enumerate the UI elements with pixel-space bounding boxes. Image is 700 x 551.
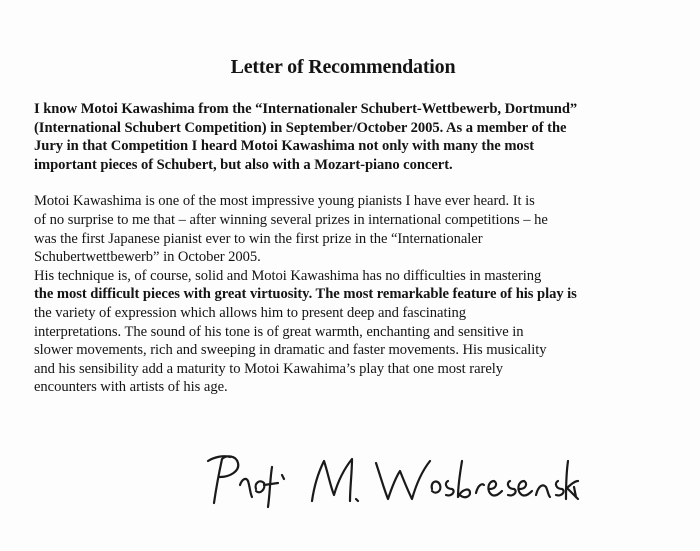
handwritten-signature bbox=[200, 445, 580, 515]
text-line: His technique is, of course, solid and Motoi Kawashima has no difficulties in mastering bbox=[34, 267, 542, 284]
text-line: the variety of expression which allows him to present deep and fascinating bbox=[34, 304, 466, 321]
text-line: important pieces of Schubert, but also with a Mozart-piano concert. bbox=[34, 156, 453, 173]
text-line: encounters with artists of his age. bbox=[34, 379, 228, 396]
text-line: was the first Japanese pianist ever to win the first prize in the “Internationaler bbox=[34, 230, 483, 247]
paragraph-technique bbox=[34, 267, 684, 397]
letter-body bbox=[34, 100, 684, 397]
text-line: Schubertwettbewerb” in October 2005. bbox=[34, 249, 261, 266]
text-line: I know Motoi Kawashima from the “Internationaler Schubert-Wettbewerb, Dortmund” bbox=[34, 101, 578, 117]
text-line: Motoi Kawashima is one of the most impressive young pianists I have ever heard. It is bbox=[34, 193, 535, 210]
paragraph-intro bbox=[34, 100, 684, 174]
text-line: (International Schubert Competition) in September/October 2005. As a member of the bbox=[34, 119, 567, 136]
text-line: the most difficult pieces with great virtuosity. The most remarkable feature of his play is bbox=[34, 286, 577, 303]
paragraph-impression bbox=[34, 192, 684, 266]
text-line: interpretations. The sound of his tone is of great warmth, enchanting and sensitive in bbox=[34, 323, 524, 340]
letter-title: Letter of Recommendation bbox=[230, 56, 456, 78]
text-line: of no surprise to me that – after winning several prizes in international competitions – he bbox=[34, 211, 548, 228]
text-line: and his sensibility add a maturity to Motoi Kawahima’s play that one most rarely bbox=[34, 360, 503, 377]
text-line: Jury in that Competition I heard Motoi Kawashima not only with many the most bbox=[34, 138, 535, 155]
text-line: slower movements, rich and sweeping in dramatic and faster movements. His musicality bbox=[34, 342, 547, 359]
